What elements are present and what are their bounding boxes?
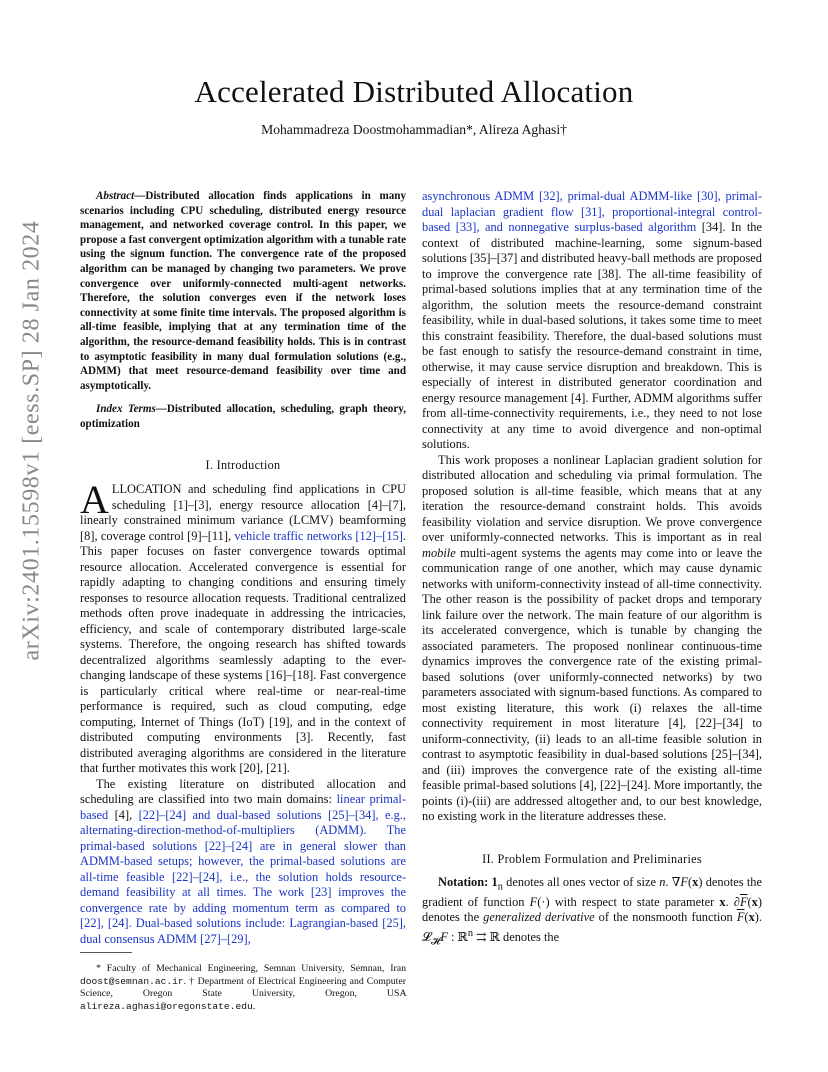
notation-paragraph: Notation: $1_n$ denotes all ones vector of size n. ∇F(x) denotes the gradient of function F(·) with respect to state parameter x. $\partial\overline{F}(x)$ denotes the generalized derivative of the nonsmooth function $\overline{F}(x)$. 𝓛$_𝓗$F : ℝ$^n$ ⇉ ℝ denotes the xyxy=(422,875,762,948)
footnote: * Faculty of Mechanical Engineering, Semnan University, Semnan, Iran doost@semnan.ac.ir. † Department of Electrical Engineering and Computer Science, Oregon State University, Oregon, USA alireza.aghasi@oregonstate.edu. xyxy=(80,963,406,1012)
abstract-label: Abstract xyxy=(96,190,135,202)
intro-paragraph-2: The existing literature on distributed allocation and scheduling are classified into two main domains: linear primal-based [4], [22]–[24] and dual-based solutions [25]–[34], e.g., alternating-direction-method-of-multipliers (ADMM). The primal-based solutions [22]–[24] are in general slower than ADMM-based setups; however, the primal-based solutions are all-time feasible [22]–[24], i.e., the solution holds resource-demand feasibility at all times. The work [23] improves the convergence rate by adding momentum term as compared to [22], [24]. Dual-based solutions include: Lagrangian-based [25], dual consensus ADMM [27]–[29], xyxy=(80,776,406,946)
footnote-email-2: alireza.aghasi@oregonstate.edu xyxy=(80,1000,253,1012)
footnote-rule xyxy=(80,952,132,953)
drop-cap: A xyxy=(80,477,109,522)
intro-paragraph-1: ALLOCATION and scheduling find applications in CPU scheduling [1]–[3], energy resource allocation [4]–[7], linearly constrained minimum variance (LCMV) beamforming [8], coverage control [9]–[11], vehicle traffic networks [12]–[15]. This paper focuses on faster convergence towards optimal resource allocation. Accelerated convergence is essential for rapidly adapting to changing conditions and ensuring timely responses to resource allocation requests. Traditional centralized methods often prove inadequate in addressing the intricacies, efficiency, and scale of contemporary distributed large-scale systems. Therefore, the ongoing research has shifted towards decentralized algorithms seamlessly adapting to the ever-changing landscape of these systems [16]–[18]. Fast convergence is particularly critical where real-time or near-real-time performance is required, such as cloud computing, edge computing, Internet of Things (IoT) [19], and in the context of distributed computing environments [3]. Recently, fast distributed averaging algorithms are considered in the literature that further motivates this work [20], [21]. xyxy=(80,477,406,775)
abstract xyxy=(80,189,406,393)
intro-paragraph-3: This work proposes a nonlinear Laplacian gradient solution for distributed allocation and scheduling via primal formulation. The proposed solution is all-time feasible, which means that at any iteration the resource-demand constraint holds. This avoids feasibility violation and service disruption. We prove convergence over uniformly-connected networks. This is important as in real mobile multi-agent systems the agents may come into or leave the communication range of one another, which may cause dynamic networks with uniform-connectivity instead of all-time connectivity. The other reason is the possibility of packet drops and temporary link failure over the network. The main feature of our algorithm is its accelerated convergence, which is tunable by changing the associated parameters. The proposed nonlinear continuous-time dynamics improves the convergence rate of the existing primal-based solutions (over uniformly-connected networks) by two parameters associated with signum-based functions. As compared to most existing literature, this work (i) relaxes the all-time connectivity requirement in most literature [4], [22]–[34] to uniform-connectivity, (ii) leads to an all-time feasible solution in contrast to asymptotic feasibility in dual-based solutions [25]–[34], and (iii) improves the convergence rate of the existing all-time feasible primal-based solutions [4], [22]–[24]. More importantly, the points (i)-(iii) are addressed altogether and, to our best knowledge, no existing work in the literature addresses these. xyxy=(422,452,762,823)
paper-authors: Mohammadreza Doostmohammadian*, Alireza Aghasi† xyxy=(261,122,567,137)
intro-paragraph-2-continued: asynchronous ADMM [32], primal-dual ADMM-like [30], primal-dual laplacian gradient flow [31], proportional-integral control-based [33], and nonnegative surplus-based algorithm [34]. In the context of distributed machine-learning, some signum-based solutions [35]–[37] and distributed heavy-ball methods are proposed to improve the convergence rate [38]. The all-time feasibility of primal-based solutions implies that at any termination time of the algorithm, the solution meets the resource-demand constraint feasibility, while in dual-based solutions, it takes some time to meet this constraint feasibility. Therefore, the dual-based solutions must be fast enough to satisfy the resource-demand constraint in time, otherwise, it may cause service disruption and breakdown. This is especially of interest in distributed generator coordination and energy resource management [4]. Further, ADMM algorithms suffer from all-time-connectivity requirements, i.e., they need to not lose connectivity at any time to avoid divergence and non-optimal solutions. xyxy=(422,189,762,451)
footnote-affiliation-1: * Faculty of Mechanical Engineering, Semnan University, Semnan, Iran xyxy=(96,963,406,974)
section-heading-introduction: I. Introduction xyxy=(205,457,281,472)
footnote-affiliation-2: . † Department of Electrical Engineering and Computer Science, Oregon State University, Oregon, USA xyxy=(80,975,406,1000)
right-column xyxy=(422,189,762,950)
footnote-email-1: doost@semnan.ac.ir xyxy=(80,975,184,987)
index-terms-text: —Distributed allocation, scheduling, graph theory, optimization xyxy=(80,403,406,430)
index-terms-label: Index Terms xyxy=(96,403,156,416)
abstract-text: —Distributed allocation finds applications in many scenarios including CPU scheduling, distributed energy resource management, and networked coverage control. In this paper, we propose a fast convergent optimization algorithm with a tunable rate using the signum function. The convergence rate of the proposed algorithm can be managed by changing two parameters. We prove convergence over uniformly-connected multi-agent networks. Therefore, the solution converges even if the network loses connectivity at some finite time intervals. The proposed algorithm is all-time feasible, implying that at any termination time of the algorithm, the resource-demand feasibility holds. This is in contrast to asymptotic feasibility in many dual formulation solutions (e.g., ADMM) that meet resource-demand feasibility over time and asymptotically. xyxy=(80,190,406,392)
left-column xyxy=(80,189,406,947)
paper-title: Accelerated Distributed Allocation xyxy=(194,74,634,109)
section-heading-problem-formulation: II. Problem Formulation and Preliminaries xyxy=(482,851,702,866)
index-terms xyxy=(80,402,406,431)
notation-label: Notation: xyxy=(438,875,489,889)
arxiv-stamp: arXiv:2401.15598v1 [eess.SP] 28 Jan 2024 xyxy=(18,220,45,661)
